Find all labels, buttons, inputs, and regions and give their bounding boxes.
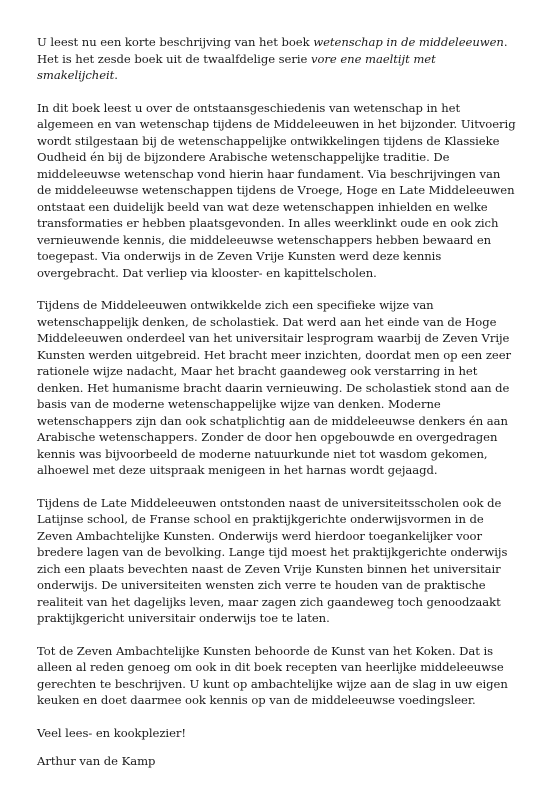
paragraph-cooking: Tot de Zeven Ambachtelijke Kunsten behoorde de Kunst van het Koken. Dat is alleen al reden genoeg om ook in dit boek recepten van heerlijke middeleeuwse gerechten te beschrijven. U kunt op ambachtelijke wijze aan de slag in uw eigen keuken en doet daarmee ook kennis op van de middeleeuwse voedingsleer. — [37, 643, 508, 707]
series-title: vore ene maeltijt met smakelijcheit — [37, 51, 436, 82]
paragraph-late-middle-ages: Tijdens de Late Middeleeuwen ontstonden naast de universiteitsscholen ook de Latijnse school, de Franse school en praktijkgerichte onderwijsvormen in de Zeven Ambachtelijke Kunsten. Onderwijs werd hierdoor toegankelijker voor bredere lagen van de bevolking. Lange tijd moest het praktijkgerichte onderwijs zich een plaats bevechten naast de Zeven Vrije Kunsten binnen het universitair onderwijs. De universiteiten wensten zich verre te houden van de praktische realiteit van het dagelijks leven, maar zagen zich gaandeweg toch genoodzaakt praktijkgericht universitair onderwijs toe te laten. — [37, 495, 508, 625]
paragraph-scholastics: Tijdens de Middeleeuwen ontwikkelde zich een specifieke wijze van wetenschappelijk denken, de scholastiek. Dat werd aan het einde van de Hoge Middeleeuwen onderdeel van het universitair lesprogram waarbij de Zeven Vrije Kunsten werden uitgebreid. Het bracht meer inzichten, doordat men op een zeer rationele wijze nadacht, Maar het bracht gaandeweg ook verstarring in het denken. Het humanisme bracht daarin vernieuwing. De scholastiek stond aan de basis van de moderne wetenschappelijke wijze van denken. Moderne wetenschappers zijn dan ook schatplichtig aan de middeleeuwse denkers én aan Arabische wetenschappers. Zonder de door hen opgebouwde en overgedragen kennis was bijvoorbeeld de moderne natuurkunde niet tot wasdom gekomen, alhoewel met deze uitspraak menigeen in het harnas wordt gejaagd. — [37, 298, 512, 477]
closing-line: Veel lees- en kookplezier! — [37, 725, 186, 740]
author-signature: Arthur van de Kamp — [37, 754, 156, 768]
paragraph-origins: In dit boek leest u over de ontstaansgeschiedenis van wetenschap in het algemeen en van wetenschap tijdens de Middeleeuwen in het bijzonder. Uitvoerig wordt stilgestaan bij de wetenschappelijke ontwikkelingen tijdens de Klassieke Oudheid én bij de bijzondere Arabische wetenschappelijke traditie. De middeleeuwse wetenschap vond hierin haar fundament. Via beschrijvingen van de middeleeuwse wetenschappen tijdens de Vroege, Hoge en Late Middeleeuwen ontstaat een duidelijk beeld van wat deze wetenschappen inhielden en welke transformaties er hebben plaatsgevonden. In alles weerklinkt oude en ook zich vernieuwende kennis, die middeleeuwse wetenschappers hebben bewaard en toegepast. Via onderwijs in de Zeven Vrije Kunsten werd deze kennis overgebracht. Dat verliep via klooster- en kapittelscholen. — [37, 100, 516, 280]
intro-paragraph — [37, 34, 517, 84]
intro-text-3: . — [114, 68, 118, 82]
intro-text-2: . Het is het zesde boek uit de twaalfdelige serie — [37, 35, 508, 66]
intro-text-1: U leest nu een korte beschrijving van het boek — [37, 35, 314, 49]
book-title: wetenschap in de middeleeuwen — [313, 35, 504, 49]
